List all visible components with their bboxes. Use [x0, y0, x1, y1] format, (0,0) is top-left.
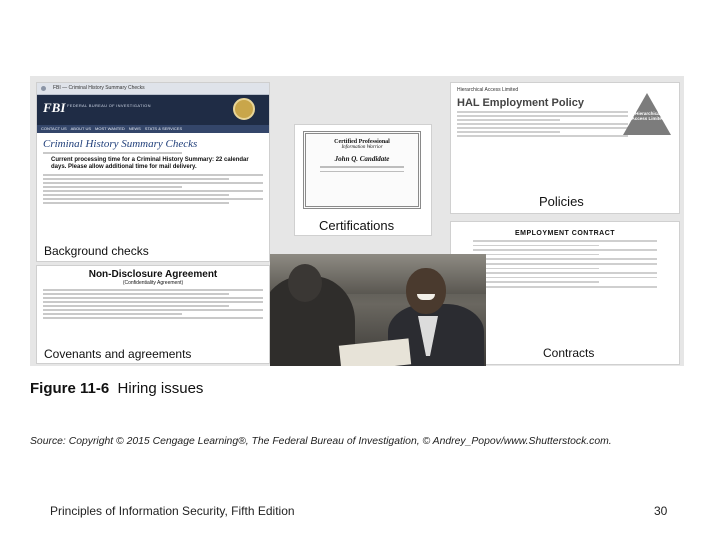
text-line	[457, 119, 560, 121]
text-line	[473, 286, 657, 288]
cert-holder-name: John Q. Candidate	[334, 155, 390, 163]
text-line	[43, 190, 263, 192]
nda-panel	[36, 265, 270, 364]
cert-title: Certified Professional	[334, 139, 390, 145]
nda-subtitle: (Confidentiality Agreement)	[122, 280, 184, 286]
browser-tab-bar	[37, 83, 269, 95]
background-check-panel	[36, 82, 270, 262]
fbi-nav-item: ABOUT US	[70, 126, 92, 131]
certification-panel	[294, 124, 432, 236]
text-line	[473, 263, 657, 265]
figure-collage	[30, 76, 684, 366]
text-line	[43, 309, 263, 311]
text-line	[457, 127, 628, 129]
bg-notice: Current processing time for a Criminal History Summary: 22 calendar days. Please allow additional time for mail delivery.	[51, 157, 249, 170]
text-line	[473, 281, 599, 283]
text-line	[473, 254, 599, 256]
fbi-nav	[37, 125, 269, 133]
text-line	[43, 182, 263, 184]
policy-panel	[450, 82, 680, 214]
fbi-header	[37, 95, 269, 125]
hal-logo-text: Hierarchical Access Limited	[631, 111, 665, 121]
bg-page-title: Criminal History Summary Checks	[43, 138, 198, 150]
nda-title: Non-Disclosure Agreement	[88, 269, 218, 280]
text-line	[457, 111, 628, 113]
background-checks-label: Background checks	[41, 244, 152, 258]
text-line	[473, 245, 599, 247]
interview-photo	[270, 254, 486, 366]
fbi-nav-item: STATS & SERVICES	[144, 126, 183, 131]
certificate	[303, 131, 421, 209]
text-line	[320, 171, 404, 173]
text-line	[43, 305, 229, 307]
text-line	[43, 301, 263, 303]
fbi-nav-item: MOST WANTED	[95, 126, 125, 131]
text-line	[43, 317, 263, 319]
figure-label: Figure 11-6	[30, 380, 110, 397]
text-line	[457, 131, 560, 133]
figure-title: Hiring issues	[117, 380, 204, 397]
text-line	[473, 240, 657, 242]
fbi-nav-item: CONTACT US	[41, 126, 67, 131]
cert-subtitle: Information Warrior	[341, 145, 383, 150]
fbi-nav-item: NEWS	[128, 126, 141, 131]
text-line	[320, 166, 404, 168]
text-line	[473, 272, 657, 274]
certifications-label: Certifications	[319, 218, 395, 233]
text-line	[457, 135, 628, 137]
text-line	[43, 198, 263, 200]
figure-caption	[30, 380, 203, 397]
text-line	[473, 249, 657, 251]
text-line	[43, 293, 229, 295]
policies-label: Policies	[539, 194, 584, 209]
text-line	[43, 174, 263, 176]
fbi-seal-icon	[233, 98, 255, 120]
fbi-logo: FBI	[43, 100, 66, 115]
browser-tab-title: FBI — Criminal History Summary Checks	[53, 85, 145, 91]
photo-person-right-head	[406, 268, 446, 314]
text-line	[457, 123, 628, 125]
text-line	[457, 115, 628, 117]
photo-person-left-head	[288, 264, 322, 302]
text-line	[473, 268, 599, 270]
browser-icon	[41, 86, 46, 91]
text-line	[43, 313, 182, 315]
footer-book-title: Principles of Information Security, Fifth Edition	[50, 504, 295, 518]
text-line	[473, 277, 657, 279]
fbi-logo-subtitle: FEDERAL BUREAU OF INVESTIGATION	[67, 103, 151, 108]
contract-title: EMPLOYMENT CONTRACT	[514, 230, 616, 237]
text-line	[43, 194, 229, 196]
text-line	[43, 202, 229, 204]
policy-org: Hierarchical Access Limited	[457, 87, 519, 93]
contracts-label: Contracts	[543, 346, 595, 360]
covenants-label: Covenants and agreements	[41, 347, 194, 361]
figure-source: Source: Copyright © 2015 Cengage Learning®, The Federal Bureau of Investigation, © Andrey_Popov/www.Shutterstock.com.	[30, 436, 612, 447]
text-line	[43, 297, 263, 299]
text-line	[43, 289, 263, 291]
text-line	[43, 178, 229, 180]
page-number: 30	[654, 504, 668, 518]
text-line	[43, 152, 182, 154]
text-line	[473, 258, 657, 260]
policy-title: HAL Employment Policy	[457, 97, 584, 109]
text-line	[43, 186, 182, 188]
